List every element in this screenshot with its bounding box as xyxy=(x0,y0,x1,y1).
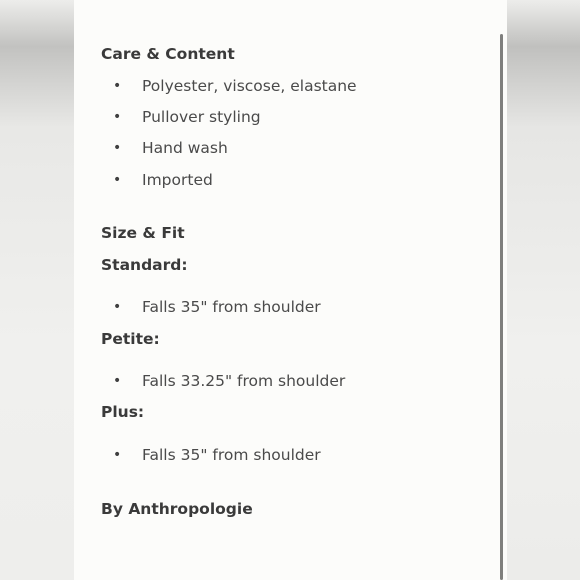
bullet-icon: • xyxy=(113,299,122,315)
care-item-text: Hand wash xyxy=(142,139,228,157)
bullet-icon: • xyxy=(113,373,122,389)
bullet-icon: • xyxy=(113,78,122,94)
plus-fit-text: Falls 35" from shoulder xyxy=(142,446,321,464)
list-item xyxy=(113,106,261,128)
list-item xyxy=(113,370,345,392)
bullet-icon: • xyxy=(113,447,122,463)
care-item-text: Pullover styling xyxy=(142,108,261,126)
list-item xyxy=(113,169,213,191)
size-fit-heading: Size & Fit xyxy=(101,224,185,242)
care-item-text: Imported xyxy=(142,171,213,189)
list-item xyxy=(113,296,321,318)
standard-label: Standard: xyxy=(101,256,188,274)
petite-label: Petite: xyxy=(101,330,160,348)
standard-fit-text: Falls 35" from shoulder xyxy=(142,298,321,316)
brand-byline: By Anthropologie xyxy=(101,500,253,518)
bullet-icon: • xyxy=(113,172,122,188)
care-content-heading: Care & Content xyxy=(101,45,235,63)
care-item-text: Polyester, viscose, elastane xyxy=(142,77,357,95)
bullet-icon: • xyxy=(113,109,122,125)
left-backdrop xyxy=(0,0,74,580)
plus-label: Plus: xyxy=(101,403,145,421)
petite-fit-text: Falls 33.25" from shoulder xyxy=(142,372,346,390)
vertical-scrollbar[interactable] xyxy=(500,34,503,580)
list-item xyxy=(113,444,321,466)
list-item xyxy=(113,75,357,97)
list-item xyxy=(113,137,228,159)
bullet-icon: • xyxy=(113,140,122,156)
right-backdrop xyxy=(507,0,580,580)
